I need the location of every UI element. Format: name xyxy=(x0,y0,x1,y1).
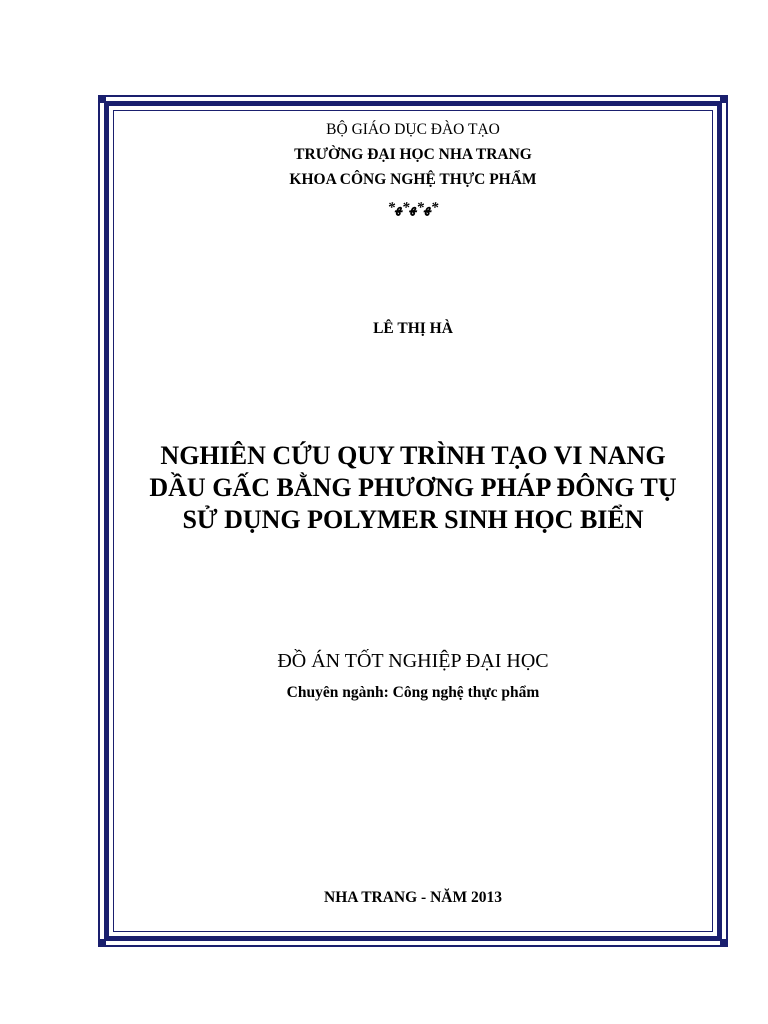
major-field: Chuyên ngành: Công nghệ thực phẩm xyxy=(286,684,540,701)
thesis-title xyxy=(113,440,713,536)
thesis-title-line: DẦU GẤC BẰNG PHƯƠNG PHÁP ĐÔNG TỤ xyxy=(149,473,677,502)
university-name: TRƯỜNG ĐẠI HỌC NHA TRANG xyxy=(294,146,532,163)
thesis-type: ĐỒ ÁN TỐT NGHIỆP ĐẠI HỌC xyxy=(277,650,549,672)
frame-corner-bottom-right xyxy=(720,939,728,947)
frame-corner-top-right xyxy=(720,95,728,103)
header-ornament: *ﻬ*ﻬ*ﻬ* xyxy=(387,200,439,216)
faculty-name: KHOA CÔNG NGHỆ THỰC PHẨM xyxy=(289,171,537,188)
ministry-name: BỘ GIÁO DỤC ĐÀO TẠO xyxy=(326,121,500,138)
place-and-year: NHA TRANG - NĂM 2013 xyxy=(324,889,502,906)
thesis-title-line: NGHIÊN CỨU QUY TRÌNH TẠO VI NANG xyxy=(160,441,666,470)
thesis-title-line: SỬ DỤNG POLYMER SINH HỌC BIỂN xyxy=(182,505,644,534)
frame-corner-bottom-left xyxy=(98,939,106,947)
author-name: LÊ THỊ HÀ xyxy=(373,320,453,337)
frame-corner-top-left xyxy=(98,95,106,103)
